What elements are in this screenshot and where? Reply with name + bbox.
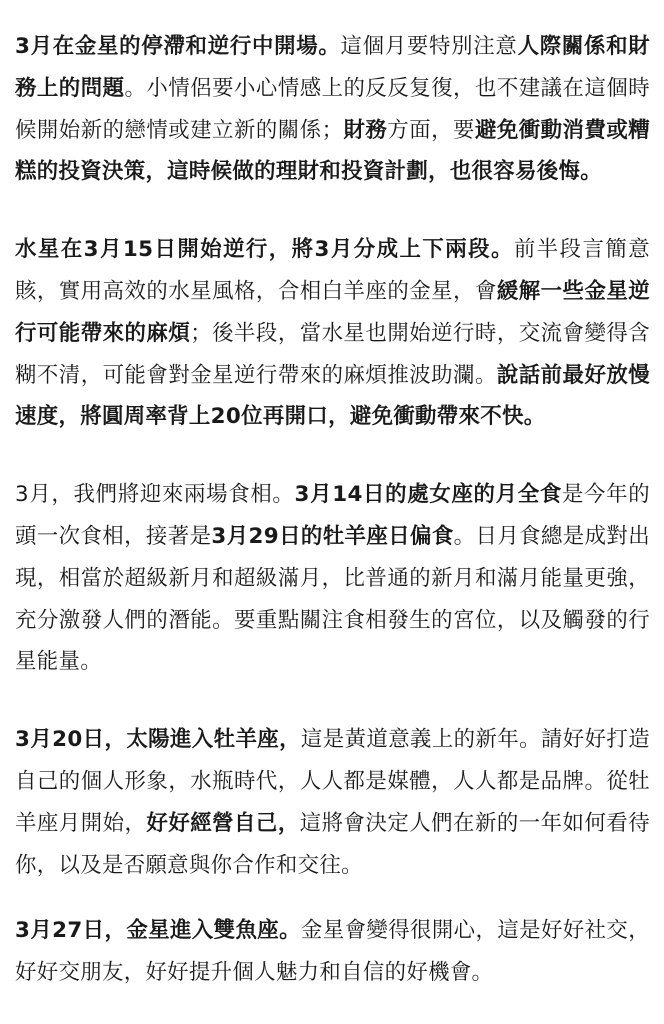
- text-segment: 3月14日的處女座的月全食: [294, 482, 562, 508]
- paragraph-venus-retrograde: [15, 26, 650, 193]
- paragraph-venus-pisces: [15, 910, 650, 994]
- text-segment: 財務: [343, 117, 388, 143]
- text-segment: 方面，要: [387, 117, 475, 143]
- text-segment: 。小情侶要小心情感上的反反复復，也不建議在這個時候開始新的戀情或建立新的關係；: [15, 75, 650, 143]
- text-segment: 3月20日，太陽進入牡羊座，: [15, 727, 301, 753]
- text-segment: 避免衝動消費或糟糕的投資決策，這時候做的理財和投資計劃，也很容易後悔。: [15, 117, 650, 185]
- text-segment: 是今年的頭一次食相，接著是: [15, 482, 650, 549]
- text-segment: 人際關係和財務上的問題: [15, 34, 650, 101]
- text-segment: 這個月要特別注意: [340, 34, 518, 59]
- text-segment: 這是黃道意義上的新年。請好好打造自己的個人形象，水瓶時代，人人都是媒體，人人都是品牌。從牡羊座月開始，: [15, 727, 650, 836]
- text-segment: 。日月食總是成對出現，相當於超級新月和超級滿月，比普通的新月和滿月能量更強，充分激發人們的潛能。要重點關注食相發生的宮位，以及觸發的行星能量。: [15, 523, 650, 675]
- text-segment: 3月，我們將迎來兩場食相。: [15, 482, 295, 508]
- paragraph-eclipses: [15, 474, 650, 683]
- text-segment: 緩解一些金星逆行可能帶來的麻煩: [15, 278, 650, 346]
- text-segment: 前半段言簡意賅，實用高效的水星風格，合相白羊座的金星，會: [15, 237, 650, 304]
- text-segment: 3月27日，金星進入雙魚座。: [15, 918, 301, 944]
- text-segment: 這將會決定人們在新的一年如何看待你，以及是否願意與你合作和交往。: [15, 810, 650, 878]
- text-segment: 3月29日的牡羊座日偏食: [211, 523, 454, 549]
- text-segment: 說話前最好放慢速度，將圓周率背上20位再開口，避免衝動帶來不快。: [15, 362, 650, 430]
- paragraph-mercury-retrograde: [15, 229, 650, 438]
- paragraph-sun-aries: [15, 719, 650, 886]
- text-segment: 水星在3月15日開始逆行，將3月分成上下兩段。: [15, 237, 514, 263]
- text-segment: 好好經營自己，: [146, 810, 300, 836]
- text-segment: ；後半段，當水星也開始逆行時，交流會變得含糊不清，可能會對金星逆行帶來的麻煩推波助瀾。: [15, 320, 650, 388]
- text-segment: 金星會變得很開心，這是好好社交，好好交朋友，好好提升個人魅力和自信的好機會。: [15, 918, 650, 986]
- text-segment: 3月在金星的停滯和逆行中開場。: [15, 34, 341, 59]
